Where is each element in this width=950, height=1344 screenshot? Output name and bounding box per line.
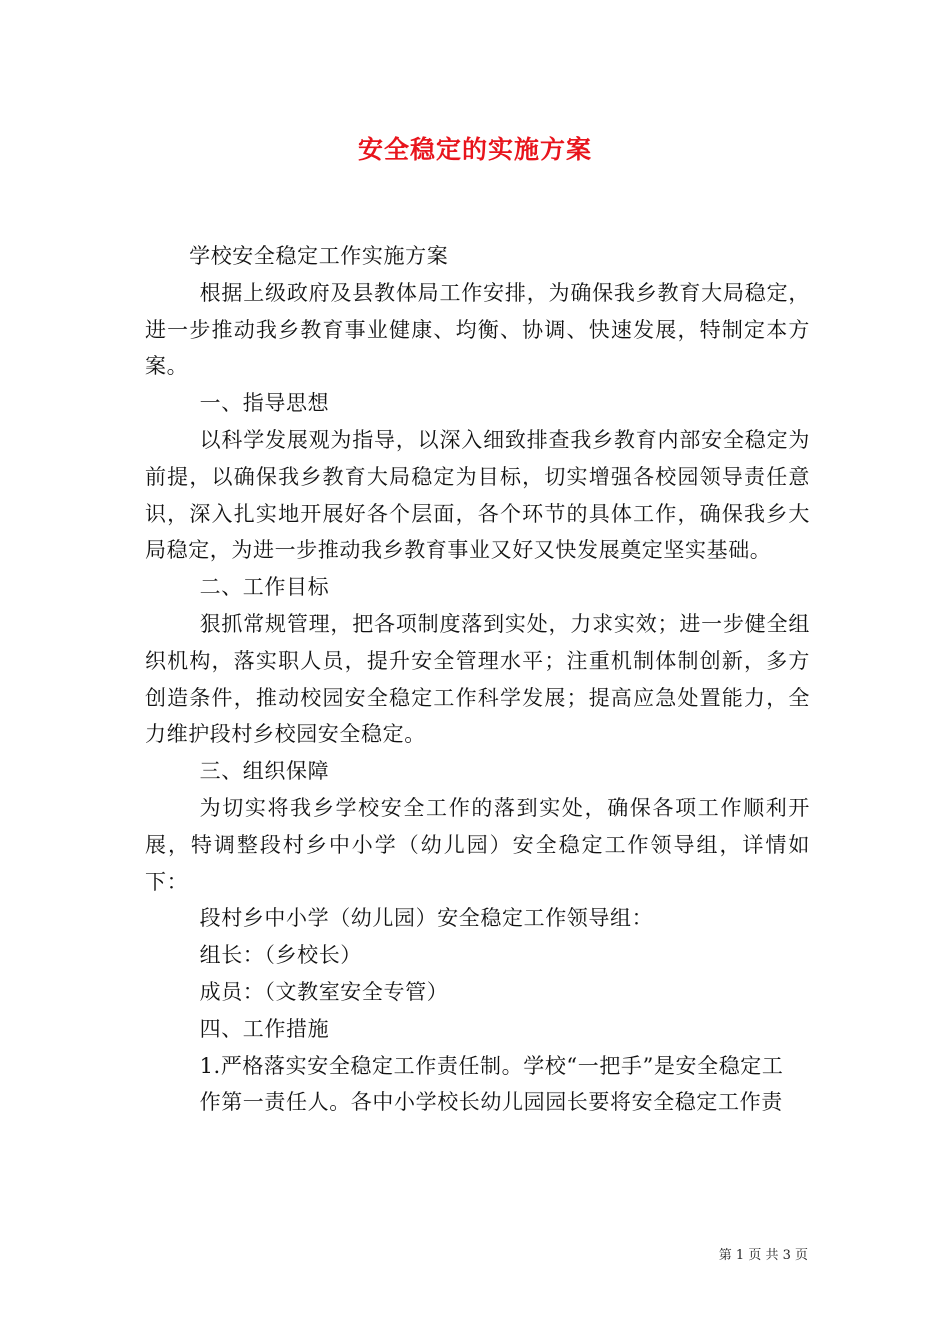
- leading-group-heading: 段村乡中小学（幼儿园）安全稳定工作领导组：: [199, 906, 654, 931]
- page-indicator: 第 1 页 共 3 页: [718, 1248, 808, 1263]
- members-line: 成员：（文教室安全专管）: [199, 979, 449, 1004]
- document-title: 安全稳定的实施方案: [357, 135, 592, 164]
- section-heading-work-goals: 二、工作目标: [199, 575, 330, 600]
- section-heading-measures: 四、工作措施: [199, 1016, 330, 1041]
- measure-1-continuation: 作第一责任人。各中小学校长幼儿园园长要将安全稳定工作责: [199, 1090, 783, 1115]
- document-body: [145, 238, 810, 1121]
- leader-line: 组长：（乡校长）: [199, 943, 362, 968]
- guiding-ideology-paragraph: 以科学发展观为指导，以深入细致排查我乡教育内部安全稳定为前提，以确保我乡教育大局稳定为目标，切实增强各校园领导责任意识，深入扎实地开展好各个层面，各个环节的具体工作，确保我乡大局稳定，为进一步推动我乡教育事业又好又快发展奠定坚实基础。: [145, 427, 810, 563]
- subtitle-paragraph: 学校安全稳定工作实施方案: [189, 244, 449, 268]
- intro-paragraph: 根据上级政府及县教体局工作安排，为确保我乡教育大局稳定，进一步推动我乡教育事业健康、均衡、协调、快速发展，特制定本方案。: [145, 280, 810, 379]
- measure-1-paragraph: 1.严格落实安全稳定工作责任制。学校“一把手”是安全稳定工: [199, 1053, 784, 1078]
- work-goals-paragraph: 狠抓常规管理，把各项制度落到实处，力求实效；进一步健全组织机构，落实职人员，提升安全管理水平；注重机制体制创新，多方创造条件，推动校园安全稳定工作科学发展；提高应急处置能力，全力维护段村乡校园安全稳定。: [145, 611, 810, 747]
- section-heading-guiding-ideology: 一、指导思想: [199, 391, 330, 416]
- section-heading-organization: 三、组织保障: [199, 759, 330, 784]
- organization-paragraph: 为切实将我乡学校安全工作的落到实处，确保各项工作顺利开展，特调整段村乡中小学（幼儿园）安全稳定工作领导组，详情如下：: [145, 795, 810, 894]
